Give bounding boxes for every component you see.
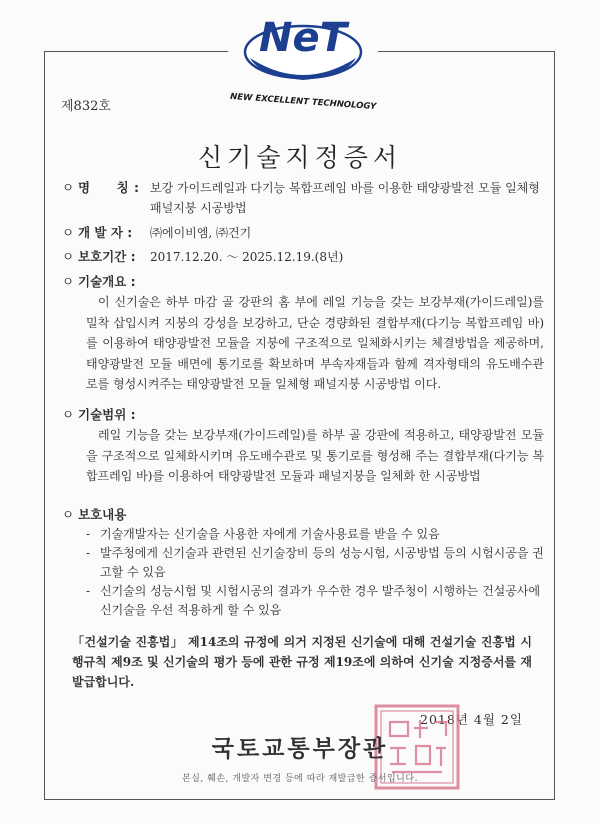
scope-text: 레일 기능을 갖는 보강부재(가이드레일)를 하부 골 강판에 적용하고, 태양광발전 모듈을 구조적으로 일체화시키며 유도배수관로 및 통기로를 형성해 주는 결합부재(다기능 복합프레임 바)를 이용하여 태양광발전 모듈과 패널지붕을 일체화 한 시공방법 (86, 428, 544, 483)
protection-label: 보호내용 (78, 507, 127, 522)
issuer-name: 국토교통부장관 (211, 736, 389, 762)
document-title: 신기술지정증서 (197, 143, 403, 172)
field-name-label: 명 칭 : (78, 180, 140, 195)
issue-date: 2018년 4월 2일 (420, 712, 523, 727)
protection-item: - 기술개발자는 신기술을 사용한 자에게 기술사용료를 받을 수 있음 (86, 527, 440, 541)
net-logo (228, 6, 378, 114)
protection-list (86, 525, 544, 620)
certificate-number: 제832호 (61, 99, 111, 114)
section-overview-heading: ㅇ 기술개요 : (62, 272, 136, 292)
overview-label: 기술개요 : (78, 274, 136, 289)
field-developer-value: ㈜에이비엠, ㈜건기 (150, 226, 252, 240)
scope-label: 기술범위 : (78, 407, 136, 422)
protection-item: - 신기술의 성능시험 및 시험시공의 결과가 우수한 경우 발주청이 시행하는 건설공사에 신기술을 우선 적용하게 할 수 있음 (86, 584, 541, 617)
logo-en-text: NEW EXCELLENT TECHNOLOGY (229, 91, 377, 113)
field-developer-label: 개 발 자 : (78, 225, 133, 240)
overview-text: 이 신기술은 하부 마감 골 강판의 홈 부에 레일 기능을 갖는 보강부재(가이드레일)를 밀착 삽입시켜 지붕의 강성을 보강하고, 단순 경량화된 결합부재(다기능 복합프레임 바)를 이용하여 태양광발전 모듈을 지붕에 구조적으로 일체화시키는 체결방법을 제공하며, 태양광발전 모듈 배면에 통기로를 확보하며 부속자재들과 함께 격자형태의 유도배수관로를 형성시켜주는 태양광발전 모듈 일체형 패널지붕 시공방법 이다. (86, 295, 544, 391)
reissue-footnote: 본실, 훼손, 개발자 변경 등에 따라 재발급한 증서입니다. (182, 774, 418, 784)
section-protection-heading: ㅇ 보호내용 (62, 505, 126, 525)
logo-kr-text: 신기술인증 (283, 65, 323, 74)
field-period-value: 2017.12.20. ～ 2025.12.19.(8년) (150, 250, 344, 264)
field-period-label: 보호기간 : (78, 249, 136, 264)
field-developer: ㅇ 개 발 자 : (62, 223, 132, 243)
protection-item: - 발주청에게 신기술과 관련된 신기술장비 등의 성능시험, 시공방법 등의 시험시공을 권고할 수 있음 (86, 546, 544, 579)
logo-brand-text: NeT (259, 15, 347, 61)
field-name: ㅇ 명 칭 : (62, 178, 140, 198)
field-period: ㅇ 보호기간 : (62, 247, 136, 267)
net-emblem-icon (228, 6, 378, 114)
field-name-value: 보강 가이드레일과 다기능 복합프레임 바를 이용한 태양광발전 모듈 일체형 패널지붕 시공방법 (150, 181, 540, 215)
legal-statement: 「건설기술 진흥법」 제14조의 규정에 의거 지정된 신기술에 대해 건설기술 진흥법 시행규칙 제9조 및 신기술의 평가 등에 관한 규정 제19조에 의하여 신기술 지정증서를 재발급합니다. (72, 635, 532, 689)
section-scope-heading: ㅇ 기술범위 : (62, 405, 136, 425)
